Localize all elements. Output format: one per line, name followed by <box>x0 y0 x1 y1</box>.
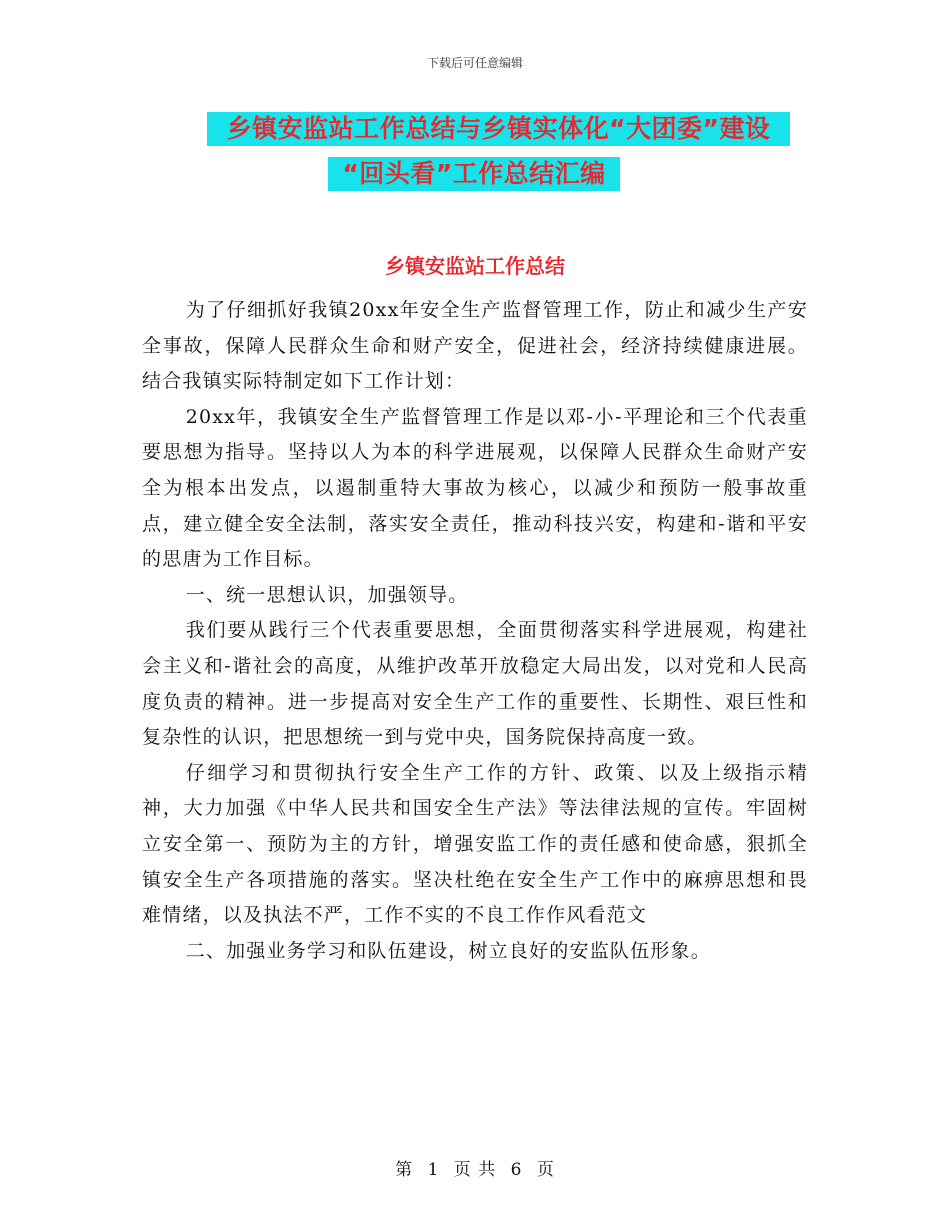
section-heading: 一、统一思想认识，加强领导。 <box>185 583 469 606</box>
footer-middle: 页 共 <box>453 1160 497 1180</box>
page-number: 1 <box>427 1160 440 1180</box>
paragraph: 我们要从践行三个代表重要思想，全面贯彻落实科学进展观，构建社会主义和-谐社会的高度，从维护改革开放稳定大局出发，以对党和人民高度负责的精神。进一步提高对安全生产工作的重要性、长期性、艰巨性和复杂性的认识，把思想统一到与党中央，国务院保持高度一致。 <box>142 619 808 749</box>
header-note: 下载后可任意编辑 <box>426 56 523 70</box>
section-heading: 二、加强业务学习和队伍建设，树立良好的安监队伍形象。 <box>185 939 711 962</box>
page-footer <box>0 1155 950 1180</box>
section-title: 乡镇安监站工作总结 <box>385 254 565 278</box>
document-title-line-2: “回头看”工作总结汇编 <box>328 157 620 191</box>
document-title-line-1: 乡镇安监站工作总结与乡镇实体化“大团委”建设 <box>207 112 790 146</box>
footer-suffix: 页 <box>536 1160 555 1180</box>
body-text <box>142 293 808 969</box>
paragraph: 仔细学习和贯彻执行安全生产工作的方针、政策、以及上级指示精神，大力加强《中华人民共和国安全生产法》等法律法规的宣传。牢固树立安全第一、预防为主的方针，增强安监工作的责任感和使命感，狠抓全镇安全生产各项措施的落实。坚决杜绝在安全生产工作中的麻痹思想和畏难情绪，以及执法不严，工作不实的不良工作作风看范文 <box>142 761 808 927</box>
paragraph: 为了仔细抓好我镇20xx年安全生产监督管理工作，防止和减少生产安全事故，保障人民群众生命和财产安全，促进社会，经济持续健康进展。结合我镇实际特制定如下工作计划： <box>142 299 808 393</box>
footer-prefix: 第 <box>395 1160 414 1180</box>
paragraph: 20xx年，我镇安全生产监督管理工作是以邓-小-平理论和三个代表重要思想为指导。坚持以人为本的科学进展观，以保障人民群众生命财产安全为根本出发点，以遏制重特大事故为核心，以减少和预防一般事故重点，建立健全安全法制，落实安全责任，推动科技兴安，构建和-谐和平安的思唐为工作目标。 <box>142 405 808 571</box>
page-total: 6 <box>510 1160 523 1180</box>
